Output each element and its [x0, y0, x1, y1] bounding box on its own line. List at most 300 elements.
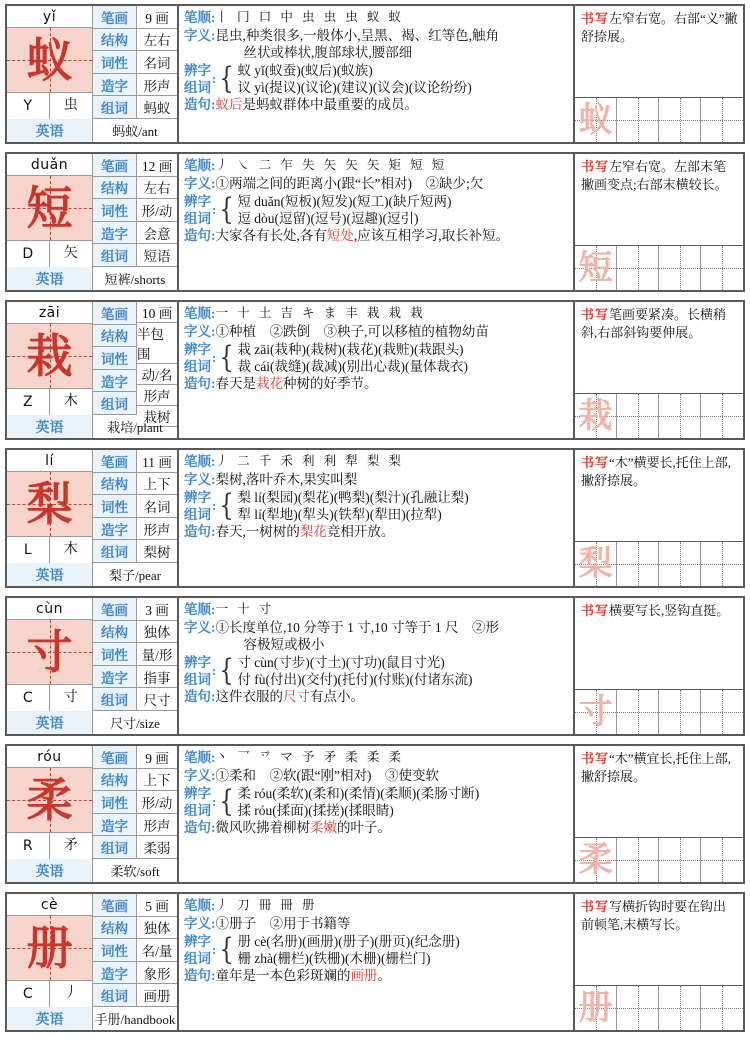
label-stroke-order: 笔顺 [184, 602, 211, 617]
label-part-of-speech: 词性 [93, 347, 136, 370]
english-row [7, 119, 177, 142]
label-sentence: 造句 [184, 376, 211, 391]
sentence-text [216, 227, 570, 244]
distinguish-values [237, 193, 569, 227]
letter-radical-row [7, 833, 92, 859]
distinguish-block [184, 62, 569, 96]
practice-cell[interactable] [701, 986, 743, 1030]
value-distinguish: 寸 cùn(寸步)(寸土)(寸功)(鼠目寸光) [237, 655, 445, 670]
label-formation: 造字 [93, 814, 136, 837]
value-meaning-continued: 丝状或棒状,腹部球状,腰部细 [243, 45, 413, 60]
value-english: 短裤/shorts [104, 272, 166, 287]
label-words: 组词 [93, 540, 136, 563]
grid-horizontal-line [659, 120, 700, 121]
practice-cell[interactable] [575, 986, 617, 1030]
character-detail-panel [179, 6, 575, 142]
value-words: 尺寸 [137, 688, 177, 711]
letter-radical-row [7, 241, 92, 267]
traceable-character: 栽 [578, 396, 613, 436]
character-info-table [7, 598, 179, 734]
distinguish-labels [184, 341, 211, 375]
meaning-text-wrap [216, 767, 570, 784]
sentence-highlight: 画册 [350, 968, 378, 983]
main-character: 梨 [26, 477, 73, 531]
practice-grid[interactable] [575, 542, 743, 586]
practice-cell[interactable] [575, 542, 617, 586]
value-structure: 上下 [137, 473, 177, 496]
grid-horizontal-line [659, 416, 700, 417]
meaning-text-wrap [216, 175, 570, 192]
label-writing: 书写 [581, 751, 610, 766]
value-distinguish-words: 犁 lí(犁地)(犁头)(铁犁)(犁田)(拉犁) [237, 507, 442, 522]
brace-icon: { [219, 784, 235, 819]
value-distinguish: 短 duǎn(短板)(短发)(短工)(缺斤短两) [237, 194, 452, 209]
radical: 木 [63, 394, 78, 409]
label-english: 英语 [7, 563, 93, 586]
practice-cell[interactable] [617, 98, 659, 142]
distinguish-block [184, 785, 569, 819]
practice-cell[interactable] [701, 246, 743, 290]
grid-horizontal-line [701, 1008, 743, 1009]
sentence-highlight: 栽花 [256, 376, 283, 391]
value-strokes-count: 9 画 [137, 746, 177, 769]
label-distinguish: 辨字 [184, 342, 211, 357]
info-top [7, 6, 177, 119]
value-meaning: 昆虫,种类很多,一般体小,呈黑、褐、红等色,触角 [215, 28, 499, 43]
practice-cell[interactable] [659, 542, 701, 586]
value-words: 梨树 [137, 540, 177, 563]
sentence-prefix: 春天,一树树的 [215, 524, 300, 539]
colon-distinguish: : [212, 71, 217, 86]
grid-horizontal-line [617, 416, 658, 417]
practice-grid[interactable] [575, 690, 743, 734]
sentence-text [216, 96, 570, 113]
value-english: 梨子/pear [109, 568, 161, 583]
info-left-column [7, 746, 93, 859]
attribute-values [137, 154, 177, 267]
distinguish-block [184, 341, 569, 375]
practice-cell[interactable] [701, 542, 743, 586]
distinguish-labels [184, 933, 211, 967]
sentence-highlight: 梨花 [299, 524, 327, 539]
label-distinguish: 辨字 [184, 490, 211, 505]
label-writing: 书写 [581, 603, 610, 618]
colon-meaning: : [211, 176, 216, 191]
colon-stroke-order: : [211, 898, 216, 913]
practice-grid[interactable] [575, 986, 743, 1030]
sentence-suffix: 竞相开放。 [326, 524, 395, 539]
label-distinguish: 辨字 [184, 934, 211, 949]
practice-cell[interactable] [659, 690, 701, 734]
sentence-suffix: ,应该互相学习,取长补短。 [353, 228, 510, 243]
label-strokes-count: 笔画 [93, 302, 136, 325]
value-distinguish-words: 付 fù(付出)(交付)(托付)(付账)(付诸东流) [237, 672, 473, 687]
value-stroke-order: 丿 ㇏ 二 乍 失 矢 矢 矢 矩 短 短 [215, 158, 448, 172]
character-display-cell [7, 620, 92, 685]
radical: 丿 [63, 986, 78, 1001]
character-info-table [7, 450, 179, 586]
initial-letter: R [7, 833, 50, 859]
distinguish-values [237, 62, 569, 96]
attribute-values [137, 302, 177, 425]
english-row [7, 563, 177, 586]
label-distinguish: 辨字 [184, 786, 211, 801]
practice-cell[interactable] [575, 98, 617, 142]
attribute-values [137, 450, 177, 563]
label-formation: 造字 [93, 74, 136, 97]
radical: 木 [63, 542, 78, 557]
value-writing-tip: 横要写长,竖钩直挺。 [609, 603, 730, 618]
value-structure: 半包围 [137, 323, 177, 364]
distinguish-block [184, 193, 569, 227]
pinyin: cè [7, 894, 92, 916]
label-meaning: 字义 [184, 28, 211, 43]
value-formation: 指事 [137, 666, 177, 689]
value-writing-tip: 左窄右宽。左部末笔撇画变点;右部末横较长。 [581, 159, 728, 192]
value-part-of-speech: 名/量 [137, 939, 177, 962]
pinyin: duǎn [7, 154, 92, 176]
value-writing-tip: 写横折钩时要在钩出前顿笔,末横写长。 [581, 899, 727, 932]
meaning-row [184, 323, 569, 340]
sentence-suffix: 有点小。 [310, 689, 364, 704]
practice-cell[interactable] [617, 246, 659, 290]
grid-horizontal-line [617, 1008, 658, 1009]
label-structure: 结构 [93, 917, 136, 940]
english-row [7, 859, 177, 882]
label-strokes-count: 笔画 [93, 6, 136, 29]
colon-stroke-order: : [211, 454, 216, 469]
grid-horizontal-line [701, 268, 743, 269]
label-sentence: 造句 [184, 820, 211, 835]
practice-cell[interactable] [659, 394, 701, 438]
attribute-values [137, 894, 177, 1007]
label-distinguish-words: 组词 [184, 80, 211, 95]
grid-horizontal-line [659, 268, 700, 269]
value-structure: 上下 [137, 769, 177, 792]
grid-horizontal-line [617, 860, 658, 861]
label-words: 组词 [93, 836, 136, 859]
sentence-text [216, 967, 570, 984]
label-part-of-speech: 词性 [93, 495, 136, 518]
label-structure: 结构 [93, 473, 136, 496]
character-detail-panel [179, 450, 575, 586]
colon-sentence: : [211, 689, 216, 704]
main-character: 册 [26, 921, 73, 975]
grid-horizontal-line [617, 564, 658, 565]
grid-horizontal-line [617, 712, 658, 713]
brace-icon: { [219, 488, 235, 523]
pinyin: róu [7, 746, 92, 768]
colon-distinguish: : [212, 498, 217, 513]
value-words: 蚂蚁 [137, 96, 177, 119]
label-words: 组词 [93, 688, 136, 711]
practice-cell[interactable] [617, 542, 659, 586]
meaning-row [184, 915, 569, 932]
meaning-row [184, 471, 569, 488]
practice-grid[interactable] [575, 246, 743, 290]
value-english: 蚂蚁/ant [112, 124, 158, 139]
english-row [7, 1007, 177, 1030]
value-distinguish-words: 议 yì(提议)(议论)(建议)(议会)(议论纷纷) [237, 80, 472, 95]
value-writing-tip: “木”横要长,托住上部,撇舒捺展。 [581, 455, 732, 488]
attribute-values [137, 6, 177, 119]
writing-practice-panel [575, 450, 743, 586]
value-formation: 形声 [137, 74, 177, 97]
sentence-prefix: 童年是一本色彩斑斓的 [215, 968, 351, 983]
value-distinguish-words: 揉 róu(揉面)(揉搓)(揉眼睛) [237, 803, 394, 818]
value-part-of-speech: 量/形 [137, 643, 177, 666]
value-formation: 会意 [137, 222, 177, 245]
label-formation: 造字 [93, 518, 136, 541]
value-stroke-order: 一 十 土 吉 キ ま 丰 栽 栽 栽 [215, 306, 426, 320]
sentence-highlight: 短处 [326, 228, 354, 243]
info-top [7, 894, 177, 1007]
label-english: 英语 [7, 859, 93, 882]
label-distinguish: 辨字 [184, 63, 211, 78]
stroke-order-row [184, 453, 569, 470]
info-left-column [7, 302, 93, 415]
english-row [7, 415, 177, 438]
value-formation: 形声 [137, 518, 177, 541]
value-formation: 形声 [137, 814, 177, 837]
info-left-column [7, 154, 93, 267]
value-writing-tip: 左窄右宽。右部“义”撇舒捺展。 [581, 11, 738, 44]
label-formation: 造字 [93, 666, 136, 689]
value-meaning: ①种植 ②跌倒 ③秧子,可以移植的植物幼苗 [215, 324, 489, 339]
initial-letter: Z [7, 389, 50, 415]
character-info-table [7, 6, 179, 142]
initial-letter: Y [7, 93, 50, 119]
value-meaning: 梨树,落叶乔木,果实叫梨 [215, 472, 358, 487]
main-character: 蚁 [26, 33, 73, 87]
practice-cell[interactable] [701, 394, 743, 438]
initial-letter: C [7, 685, 50, 711]
value-strokes-count: 12 画 [137, 154, 177, 177]
label-meaning: 字义 [184, 620, 211, 635]
practice-grid[interactable] [575, 394, 743, 438]
label-writing: 书写 [581, 455, 610, 470]
label-stroke-order: 笔顺 [184, 750, 211, 765]
distinguish-values [237, 489, 569, 523]
main-character: 栽 [26, 329, 73, 383]
value-english: 尺寸/size [110, 716, 160, 731]
practice-cell[interactable] [701, 690, 743, 734]
colon-distinguish: : [212, 942, 217, 957]
practice-grid[interactable] [575, 838, 743, 882]
distinguish-labels [184, 193, 211, 227]
practice-cell[interactable] [659, 838, 701, 882]
label-stroke-order: 笔顺 [184, 306, 211, 321]
sentence-row [184, 819, 569, 836]
english-row [7, 711, 177, 734]
meaning-text-wrap [216, 27, 570, 61]
colon-meaning: : [211, 324, 216, 339]
traceable-character: 短 [578, 248, 613, 288]
label-meaning: 字义 [184, 916, 211, 931]
attribute-values [137, 598, 177, 711]
practice-cell[interactable] [575, 246, 617, 290]
practice-cell[interactable] [659, 98, 701, 142]
character-card-蚁 [5, 4, 745, 144]
sentence-suffix: 是蚂蚁群体中最重要的成员。 [242, 97, 418, 112]
attribute-labels [93, 154, 137, 267]
character-info-table [7, 154, 179, 290]
colon-distinguish: : [212, 350, 217, 365]
label-words: 组词 [93, 984, 136, 1007]
sentence-text [216, 819, 570, 836]
label-formation: 造字 [93, 962, 136, 985]
value-meaning: ①柔和 ②软(跟“刚”相对) ③使变软 [215, 768, 439, 783]
value-part-of-speech: 动/名 [137, 364, 177, 385]
character-display-cell [7, 176, 92, 241]
meaning-text-wrap [216, 471, 570, 488]
label-strokes-count: 笔画 [93, 450, 136, 473]
distinguish-block [184, 489, 569, 523]
value-distinguish: 册 cè(名册)(画册)(册子)(册页)(纪念册) [237, 934, 460, 949]
practice-cell[interactable] [575, 690, 617, 734]
value-stroke-order: 一 十 寸 [215, 602, 275, 616]
value-stroke-order: 丶 乛 乊 マ 予 矛 柔 柔 柔 [215, 750, 405, 764]
distinguish-labels [184, 654, 211, 688]
value-part-of-speech: 形/动 [137, 199, 177, 222]
writing-tip [575, 894, 743, 986]
attribute-labels [93, 6, 137, 119]
letter-radical-row [7, 537, 92, 563]
practice-cell[interactable] [659, 246, 701, 290]
colon-meaning: : [211, 472, 216, 487]
label-part-of-speech: 词性 [93, 199, 136, 222]
label-words: 组词 [93, 244, 136, 267]
practice-cell[interactable] [701, 98, 743, 142]
sentence-suffix: 的叶子。 [337, 820, 391, 835]
character-detail-panel [179, 154, 575, 290]
pinyin: lí [7, 450, 92, 472]
sentence-highlight: 尺寸 [283, 689, 310, 704]
initial-letter: C [7, 981, 50, 1007]
practice-cell[interactable] [575, 394, 617, 438]
writing-tip [575, 746, 743, 838]
label-words: 组词 [93, 96, 136, 119]
colon-stroke-order: : [211, 306, 216, 321]
distinguish-values [237, 785, 569, 819]
meaning-text-wrap [216, 619, 570, 653]
info-right-column [93, 302, 177, 425]
label-part-of-speech: 词性 [93, 791, 136, 814]
distinguish-labels [184, 489, 211, 523]
colon-stroke-order: : [211, 158, 216, 173]
character-display-cell [7, 472, 92, 537]
character-display-cell [7, 916, 92, 981]
value-formation: 象形 [137, 962, 177, 985]
practice-cell[interactable] [617, 838, 659, 882]
info-top [7, 746, 177, 859]
meaning-row [184, 175, 569, 192]
colon-meaning: : [211, 28, 216, 43]
value-english: 栽培/plant [107, 420, 163, 435]
radical: 矛 [63, 838, 78, 853]
value-stroke-order: 丨 冂 口 中 虫 虫 虫 蚁 蚁 [215, 10, 405, 24]
grid-horizontal-line [617, 120, 658, 121]
grid-horizontal-line [701, 860, 743, 861]
value-structure: 独体 [137, 917, 177, 940]
value-distinguish-words: 栅 zhà(栅栏)(铁栅)(木栅)(栅栏门) [237, 951, 431, 966]
stroke-order-row [184, 601, 569, 618]
info-top [7, 302, 177, 425]
info-left-column [7, 6, 93, 119]
label-structure: 结构 [93, 29, 136, 52]
brace-icon: { [219, 61, 235, 96]
pinyin: yǐ [7, 6, 92, 28]
sentence-suffix: 种树的好季节。 [283, 376, 378, 391]
sentence-row [184, 96, 569, 113]
writing-practice-panel [575, 302, 743, 438]
stroke-order-row [184, 749, 569, 766]
label-sentence: 造句 [184, 97, 211, 112]
sentence-row [184, 967, 569, 984]
label-part-of-speech: 词性 [93, 643, 136, 666]
traceable-character: 柔 [578, 840, 613, 880]
initial-letter: D [7, 241, 50, 267]
sentence-highlight: 蚁后 [215, 97, 243, 112]
character-card-寸 [5, 596, 745, 736]
label-sentence: 造句 [184, 689, 211, 704]
traceable-character: 册 [578, 988, 613, 1028]
label-english: 英语 [7, 119, 93, 142]
attribute-labels [93, 894, 137, 1007]
practice-grid[interactable] [575, 98, 743, 142]
practice-cell[interactable] [701, 838, 743, 882]
value-strokes-count: 3 画 [137, 598, 177, 621]
writing-tip [575, 6, 743, 98]
attribute-values [137, 746, 177, 859]
character-detail-panel [179, 598, 575, 734]
writing-tip [575, 154, 743, 246]
practice-cell[interactable] [617, 690, 659, 734]
distinguish-block [184, 933, 569, 967]
value-meaning: ①两端之间的距离小(跟“长”相对) ②缺少;欠 [215, 176, 484, 191]
sentence-row [184, 688, 569, 705]
colon-stroke-order: : [211, 10, 216, 25]
radical: 虫 [63, 98, 78, 113]
traceable-character: 梨 [578, 544, 613, 584]
character-detail-panel [179, 746, 575, 882]
meaning-row [184, 767, 569, 784]
practice-cell[interactable] [575, 838, 617, 882]
info-right-column [93, 894, 177, 1007]
sentence-prefix: 这件衣服的 [215, 689, 283, 704]
label-formation: 造字 [93, 222, 136, 245]
label-structure: 结构 [93, 325, 136, 348]
value-words: 画册 [137, 984, 177, 1007]
grid-horizontal-line [659, 712, 700, 713]
distinguish-labels [184, 62, 211, 96]
sentence-row [184, 227, 569, 244]
label-distinguish-words: 组词 [184, 211, 211, 226]
brace-icon: { [219, 932, 235, 967]
label-english: 英语 [7, 1007, 93, 1030]
info-top [7, 154, 177, 267]
value-english: 柔软/soft [110, 864, 160, 879]
stroke-order-row [184, 9, 569, 26]
label-english: 英语 [7, 267, 93, 290]
practice-cell[interactable] [617, 394, 659, 438]
colon-stroke-order: : [211, 750, 216, 765]
value-distinguish-words: 逗 dòu(逗留)(逗号)(逗趣)(逗引) [237, 211, 419, 226]
letter-radical-row [7, 93, 92, 119]
practice-cell[interactable] [617, 986, 659, 1030]
label-distinguish-words: 组词 [184, 803, 211, 818]
practice-cell[interactable] [659, 986, 701, 1030]
